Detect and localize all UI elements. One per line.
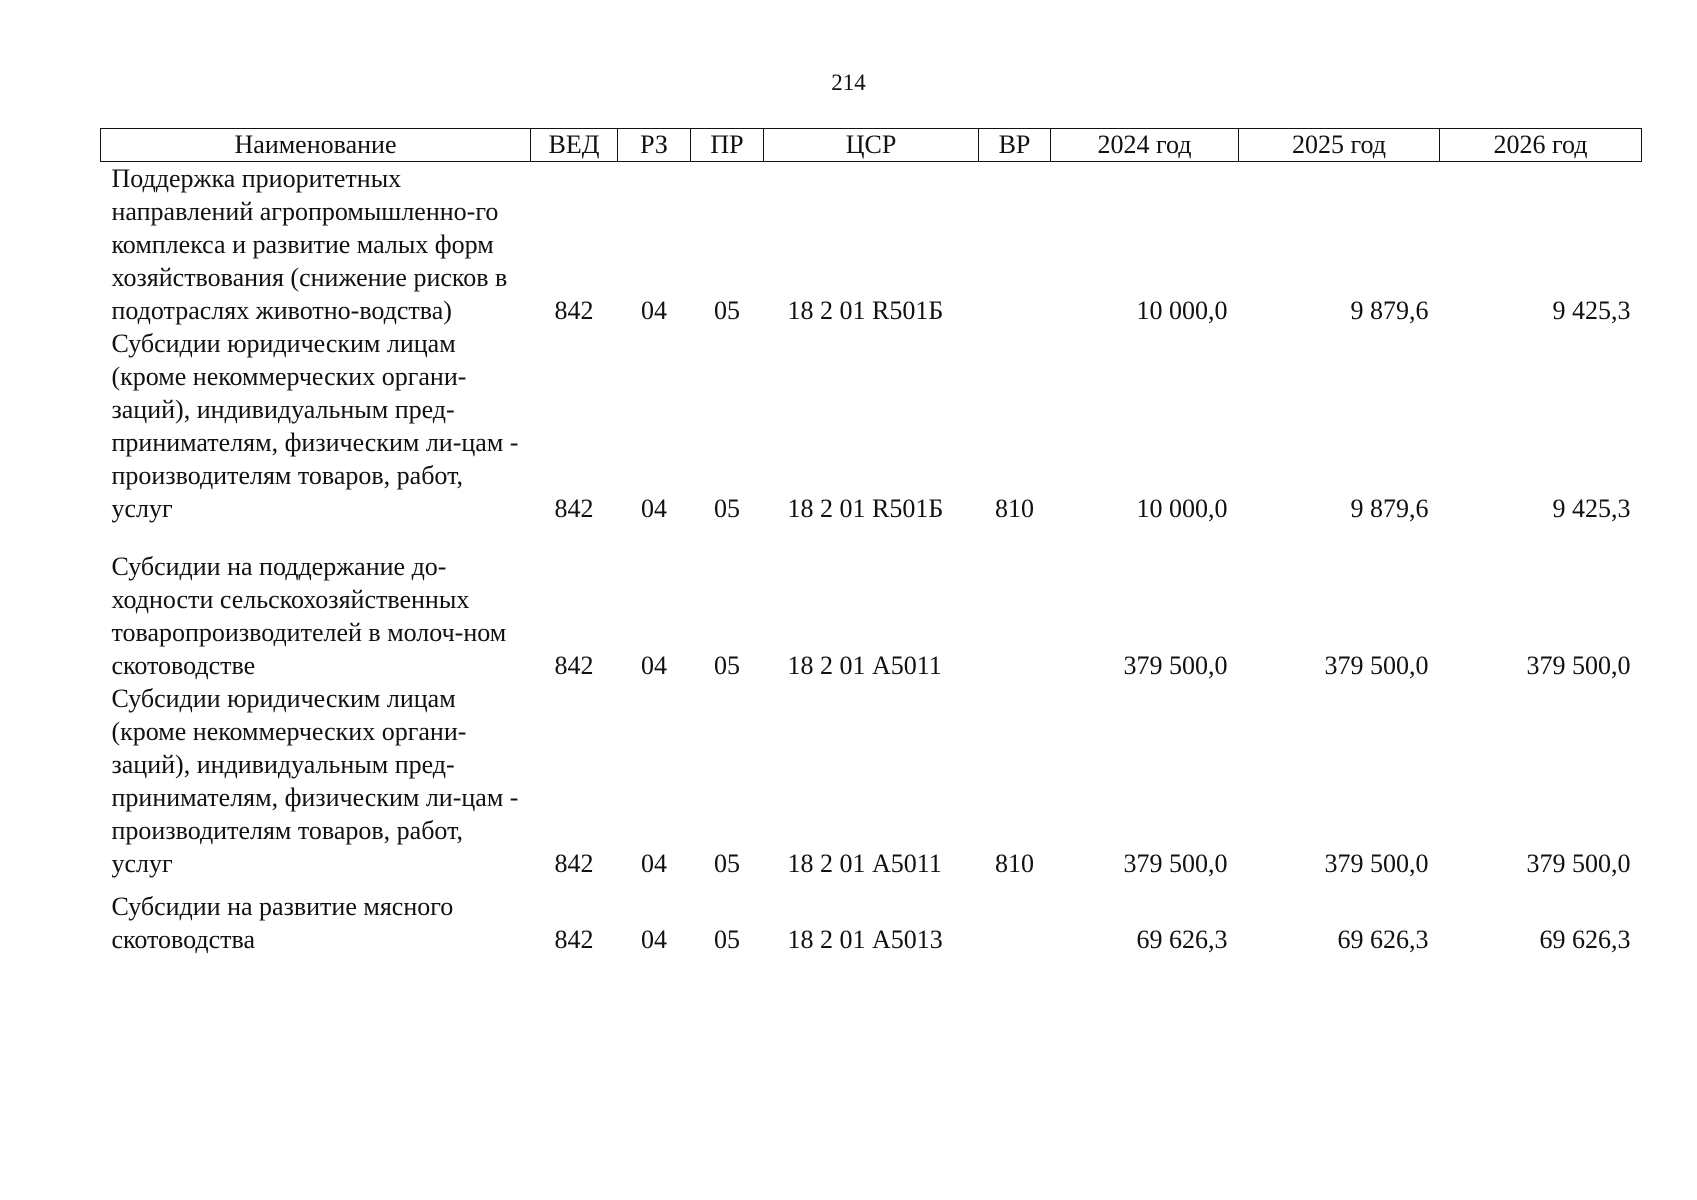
table-row <box>101 550 1642 682</box>
cell-vr <box>979 890 1051 956</box>
cell-rz: 04 <box>641 849 667 878</box>
cell-ved: 842 <box>554 849 594 878</box>
header-ved: ВЕД <box>531 129 618 162</box>
cell-pr: 05 <box>714 925 740 954</box>
table-row <box>101 162 1642 328</box>
cell-rz: 04 <box>641 494 667 523</box>
cell-csr: 18 2 01 R501Б <box>787 296 944 325</box>
cell-csr: 18 2 01 А5013 <box>787 925 943 954</box>
cell-pr: 05 <box>714 494 740 523</box>
cell-2025: 9 879,6 <box>1350 494 1429 523</box>
header-pr: ПР <box>691 129 764 162</box>
cell-2024: 10 000,0 <box>1136 296 1228 325</box>
cell-csr: 18 2 01 R501Б <box>787 494 944 523</box>
header-2026: 2026 год <box>1440 129 1642 162</box>
header-vr: ВР <box>979 129 1051 162</box>
cell-2024: 379 500,0 <box>1123 849 1228 878</box>
cell-2024: 10 000,0 <box>1136 494 1228 523</box>
table-row <box>101 890 1642 956</box>
cell-ved: 842 <box>554 925 594 954</box>
cell-rz: 04 <box>641 651 667 680</box>
cell-name: Субсидии юридическим лицам (кроме некоммерческих органи-заций), индивидуальным пред-принимателям, физическим ли-цам - производителям товаров, работ, услуг <box>111 684 519 878</box>
cell-2026: 379 500,0 <box>1526 651 1631 680</box>
cell-vr <box>979 550 1051 682</box>
header-2024: 2024 год <box>1051 129 1239 162</box>
header-rz: РЗ <box>618 129 691 162</box>
cell-pr: 05 <box>714 296 740 325</box>
cell-vr: 810 <box>995 494 1034 523</box>
cell-vr <box>979 162 1051 328</box>
table-row <box>101 327 1642 525</box>
table-row <box>101 682 1642 880</box>
cell-2024: 379 500,0 <box>1123 651 1228 680</box>
cell-2025: 379 500,0 <box>1324 849 1429 878</box>
cell-name: Субсидии на развитие мясного скотоводства <box>111 892 454 954</box>
cell-name: Поддержка приоритетных направлений агропромышленно-го комплекса и развитие малых форм хозяйствования (снижение рисков в подотраслях животно-водства) <box>111 164 508 325</box>
cell-ved: 842 <box>554 651 594 680</box>
cell-csr: 18 2 01 А5011 <box>787 651 942 680</box>
page-number: 214 <box>831 70 866 95</box>
row-spacer <box>101 880 1642 890</box>
cell-vr: 810 <box>995 849 1034 878</box>
cell-2024: 69 626,3 <box>1136 925 1228 954</box>
cell-ved: 842 <box>554 494 594 523</box>
cell-2025: 379 500,0 <box>1324 651 1429 680</box>
cell-2025: 69 626,3 <box>1337 925 1429 954</box>
cell-pr: 05 <box>714 849 740 878</box>
cell-2026: 9 425,3 <box>1552 494 1631 523</box>
cell-csr: 18 2 01 А5011 <box>787 849 942 878</box>
cell-ved: 842 <box>554 296 594 325</box>
header-2025: 2025 год <box>1239 129 1440 162</box>
cell-2026: 69 626,3 <box>1539 925 1631 954</box>
row-spacer <box>101 525 1642 550</box>
cell-rz: 04 <box>641 296 667 325</box>
cell-rz: 04 <box>641 925 667 954</box>
cell-name: Субсидии на поддержание до-ходности сельскохозяйственных товаропроизводителей в молоч-ном скотоводстве <box>111 552 507 680</box>
budget-table <box>100 128 1642 956</box>
cell-2025: 9 879,6 <box>1350 296 1429 325</box>
table-header-row <box>101 129 1642 162</box>
cell-2026: 9 425,3 <box>1552 296 1631 325</box>
cell-name: Субсидии юридическим лицам (кроме некоммерческих органи-заций), индивидуальным пред-принимателям, физическим ли-цам - производителям товаров, работ, услуг <box>111 329 519 523</box>
header-name: Наименование <box>101 129 531 162</box>
cell-2026: 379 500,0 <box>1526 849 1631 878</box>
cell-pr: 05 <box>714 651 740 680</box>
header-csr: ЦСР <box>764 129 979 162</box>
